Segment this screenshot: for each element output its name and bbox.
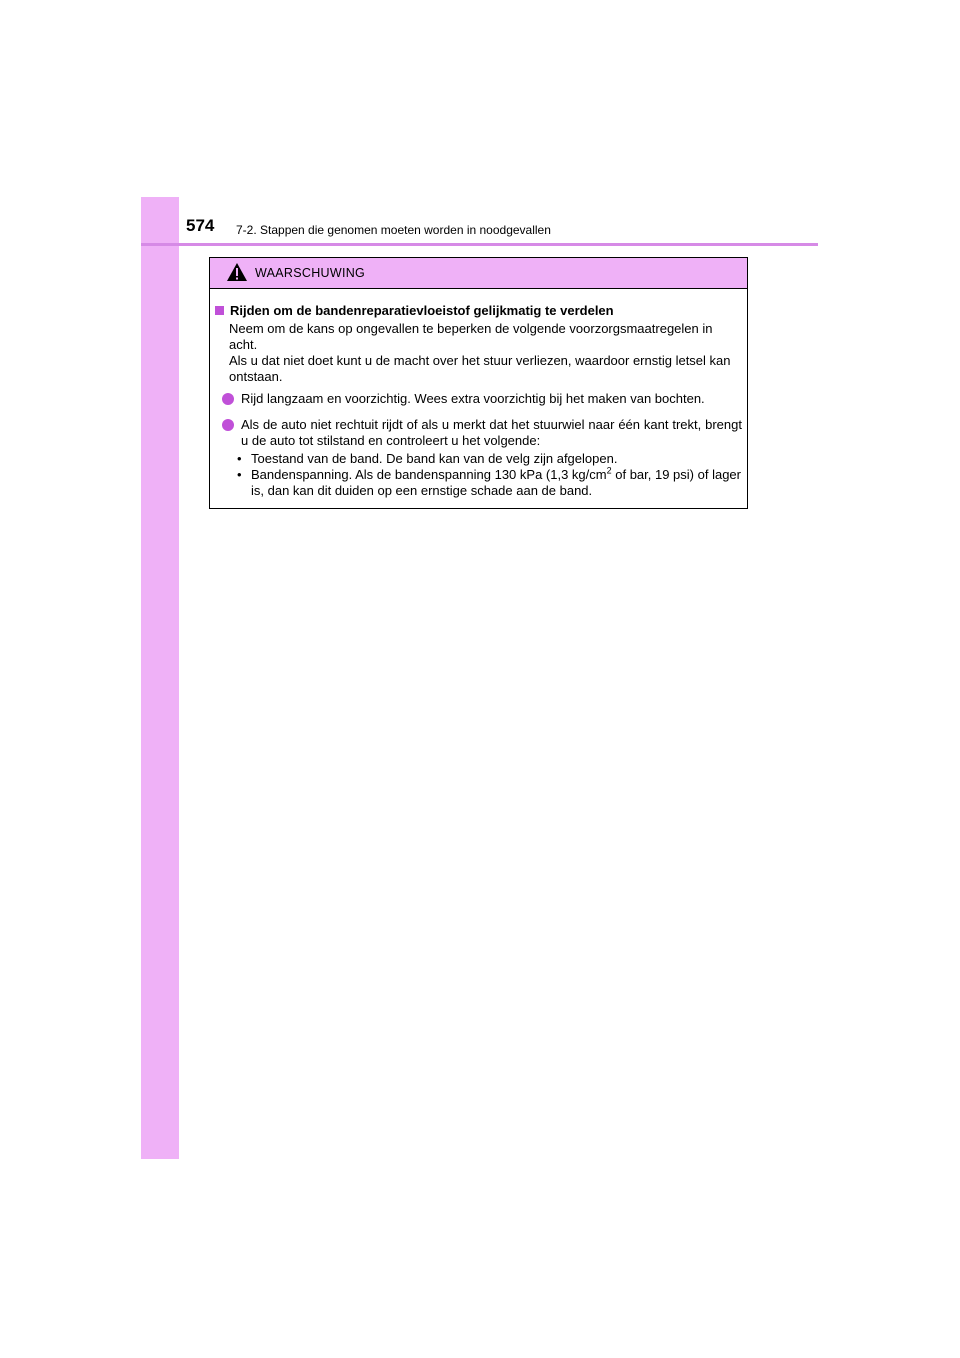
warning-intro-line-1: Neem om de kans op ongevallen te beperken de volgende voorzorgsmaatregelen in acht.	[229, 321, 713, 352]
warning-intro-line-2: Als u dat niet doet kunt u de macht over het stuur verliezen, waardoor ernstig letsel kan ontstaan.	[229, 353, 731, 384]
warning-intro	[229, 321, 742, 385]
list-item	[218, 391, 742, 407]
page-number: 574	[186, 216, 215, 235]
sub-list	[237, 451, 742, 499]
sub-list-item	[237, 467, 742, 499]
list-item	[218, 417, 742, 449]
sub-list-item-text: Toestand van de band. De band kan van de velg zijn afgelopen.	[251, 451, 618, 466]
header-rule	[141, 243, 818, 246]
sub-list-item-text-b: of bar, 19 psi) of lager is, dan kan dit duiden op een ernstige schade aan de band.	[251, 467, 741, 498]
superscript: 2	[606, 465, 612, 476]
sub-list-item	[237, 451, 742, 467]
side-color-strip	[141, 197, 179, 1159]
warning-box	[209, 257, 748, 509]
list-item-text: Rijd langzaam en voorzichtig. Wees extra voorzichtig bij het maken van bochten.	[241, 391, 705, 406]
list-item-text: Als de auto niet rechtuit rijdt of als u merkt dat het stuurwiel naar één kant trekt, brengt u de auto tot stilstand en controleert u het volgende:	[241, 417, 742, 448]
warning-subtitle-text: Rijden om de bandenreparatievloeistof gelijkmatig te verdelen	[230, 303, 614, 318]
square-bullet-icon	[215, 306, 224, 315]
warning-header	[210, 258, 747, 289]
circle-bullet-icon	[222, 419, 234, 431]
warning-triangle-icon	[226, 262, 248, 282]
circle-bullet-icon	[222, 393, 234, 405]
section-title: 7-2. Stappen die genomen moeten worden in noodgevallen	[236, 223, 551, 237]
warning-subtitle	[215, 303, 614, 319]
sub-list-item-text-a: Bandenspanning. Als de bandenspanning 130 kPa (1,3 kg/cm	[251, 467, 607, 482]
warning-title: WAARSCHUWING	[255, 266, 366, 280]
